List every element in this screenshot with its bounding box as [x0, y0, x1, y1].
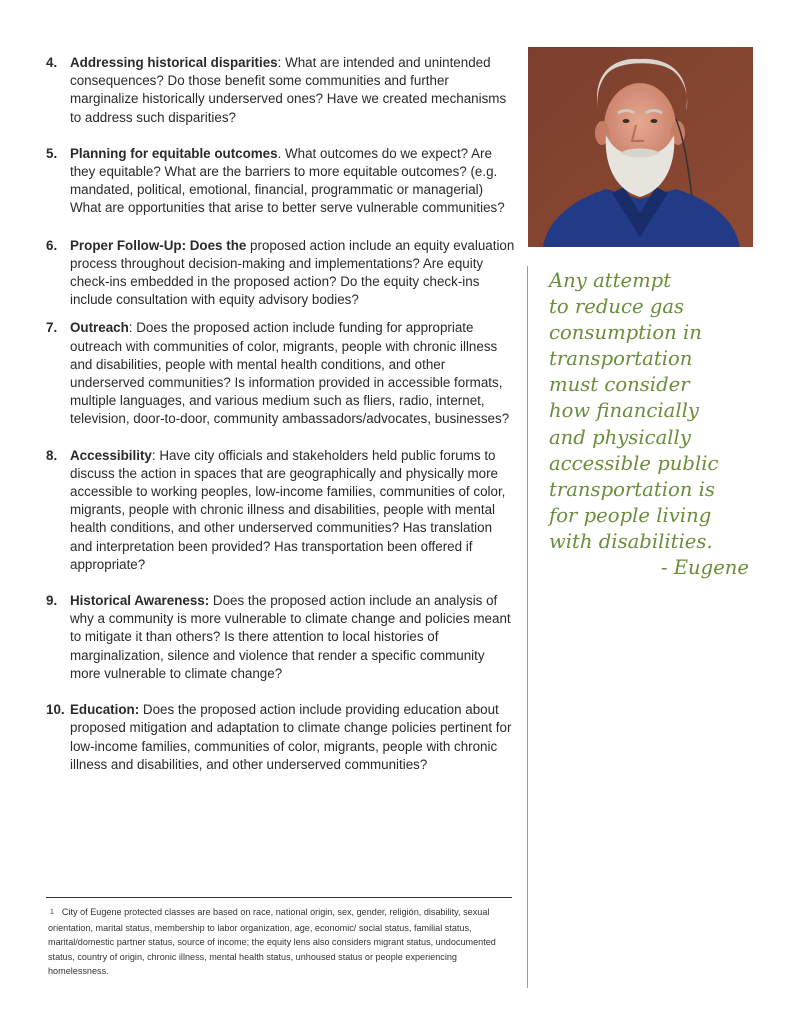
column-divider: [527, 266, 528, 988]
pull-quote: [549, 268, 789, 581]
list-item: [46, 145, 516, 218]
item-title: Planning for equitable outcomes: [70, 145, 278, 161]
quote-line: accessible public: [549, 451, 719, 475]
item-number: 7.: [46, 320, 58, 336]
list-item: [46, 592, 516, 683]
item-number: 10.: [46, 702, 65, 718]
portrait-photo: [528, 47, 753, 247]
item-text: Does the proposed action include providing education about proposed mitigation and adaptation to climate change policies pertinent for low-income families, communities of color, migrants, people with chronic illness and disabilities, and other underserved communities?: [70, 702, 512, 772]
item-number: 6.: [46, 237, 58, 253]
item-title: Outreach: [70, 320, 129, 336]
item-title: Addressing historical disparities: [70, 55, 278, 70]
item-number: 8.: [46, 447, 58, 463]
item-body: [70, 701, 516, 774]
quote-line: transportation is: [549, 477, 715, 501]
numbered-question-list: [46, 54, 516, 774]
quote-line: for people living: [549, 503, 712, 527]
quote-line: and physically: [549, 425, 691, 449]
list-item: [46, 237, 516, 310]
item-text: proposed action include an equity evaluation process throughout decision-making and implementations? Are equity check-ins embedded in the proposed action? Do the equity check-ins include consultation with equity advisory bodies?: [70, 237, 515, 308]
quote-line: must consider: [549, 373, 690, 397]
item-text: : Have city officials and stakeholders held public forums to discuss the action in spaces that are geographically and physically more accessible to working peoples, low-income families, communities of color, migrants, people with chronic illness and disabilities, people with mental health conditions, and other underserved communities? Has translation and interpretation been provided? Has transportation been offered if appropriate?: [70, 447, 506, 572]
item-body: [70, 145, 516, 218]
item-body: [70, 237, 516, 310]
footnote-marker: 1: [50, 909, 54, 916]
item-text: Does the proposed action include an analysis of why a community is more vulnerable to climate change and policies meant to mitigate it than others? Is there attention to local histories of marginalization, silence and violence that render a specific community more vulnerable to climate change?: [70, 593, 511, 681]
list-item: [46, 701, 516, 774]
list-item: [46, 54, 516, 127]
footnote: [48, 905, 516, 979]
footnote-divider: [46, 897, 512, 898]
item-title: Proper Follow-Up: Does the: [70, 237, 247, 253]
quote-line: how financially: [549, 399, 699, 423]
quote-line: with disabilities.: [549, 529, 713, 553]
list-item: [46, 447, 516, 574]
item-body: [70, 319, 516, 428]
item-body: [70, 54, 516, 127]
item-text: : What are intended and unintended consequences? Do those benefit some communities and further marginalize historically underserved ones? Have we created mechanisms to address such disparities?: [70, 55, 507, 125]
quote-line: to reduce gas: [549, 295, 685, 319]
quote-line: Any attempt: [549, 269, 672, 292]
item-title: Education:: [70, 702, 140, 718]
quote-line: transportation: [549, 347, 693, 371]
footnote-text: City of Eugene protected classes are based on race, national origin, sex, gender, religión, disability, sexual orientation, marital status, membership to labor organization, age, economic/ social status, familial status, marital/domestic partner status, source of income; the equity lens also considers migrant status, undocumented status, country of origin, chronic illness, mental health status, unhoused status or people experiencing homelessness.: [48, 907, 496, 977]
item-number: 4.: [46, 55, 58, 70]
quote-line: consumption in: [549, 321, 702, 345]
item-body: [70, 592, 516, 683]
item-title: Historical Awareness:: [70, 593, 210, 609]
item-text: . What outcomes do we expect? Are they equitable? What are the barriers to more equitable outcomes? (e.g. mandated, political, emotional, financial, programmatic or managerial) What are opportunities that arise to better serve vulnerable communities?: [70, 145, 505, 216]
quote-author: - Eugene: [660, 556, 749, 580]
item-number: 9.: [46, 593, 58, 609]
list-item: [46, 319, 516, 428]
item-text: : Does the proposed action include funding for appropriate outreach with communities of color, migrants, people with chronic illness and disabilities, people with mental health conditions, and other underserved communities? Is information provided in accessible formats, multiple languages, and various medium such as fliers, radio, internet, television, door-to-door, community ambassadors/advocates, businesses?: [70, 320, 510, 427]
item-title: Accessibility: [70, 447, 152, 463]
item-number: 5.: [46, 145, 58, 161]
item-body: [70, 447, 516, 574]
